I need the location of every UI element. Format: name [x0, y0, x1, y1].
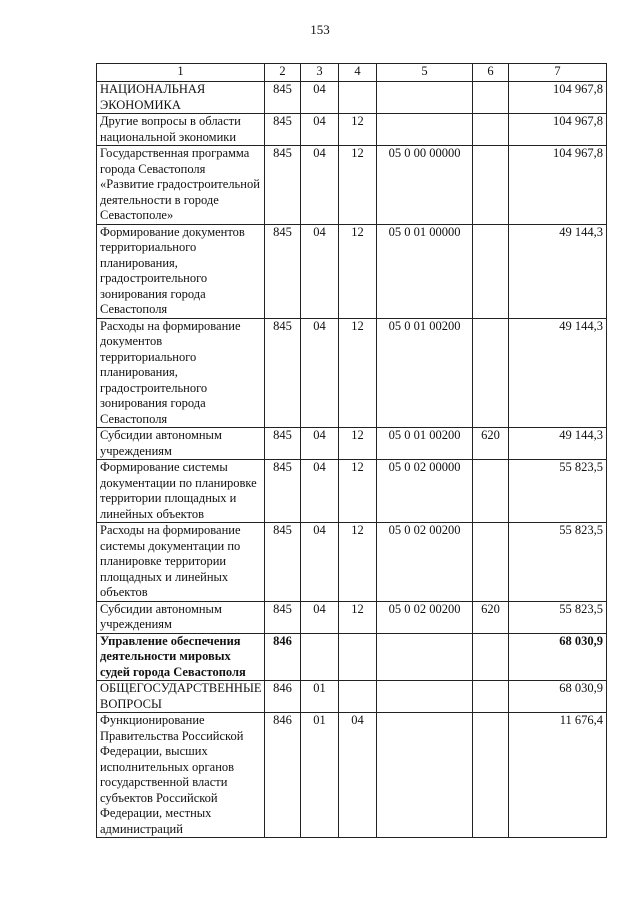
row-target-cell: 05 0 01 00200	[377, 428, 473, 460]
row-subsection-cell: 12	[339, 318, 377, 428]
row-target-cell	[377, 681, 473, 713]
row-subsection-cell	[339, 681, 377, 713]
row-amount-cell: 104 967,8	[509, 82, 607, 114]
row-section-cell: 04	[301, 224, 339, 318]
row-expense-type-cell	[473, 681, 509, 713]
table-row	[97, 633, 607, 681]
row-target-cell: 05 0 02 00000	[377, 460, 473, 523]
row-name-cell: Формирование системы документации по планировке территории площадных и линейных объектов	[97, 460, 265, 523]
table-row	[97, 460, 607, 523]
table-row	[97, 82, 607, 114]
row-code-cell: 846	[265, 681, 301, 713]
row-expense-type-cell: 620	[473, 601, 509, 633]
row-amount-cell: 55 823,5	[509, 601, 607, 633]
row-expense-type-cell	[473, 146, 509, 225]
row-expense-type-cell	[473, 460, 509, 523]
row-code-cell: 846	[265, 713, 301, 838]
row-code-cell: 845	[265, 146, 301, 225]
row-code-cell: 845	[265, 523, 301, 602]
row-amount-cell: 49 144,3	[509, 318, 607, 428]
row-section-cell: 04	[301, 114, 339, 146]
row-section-cell: 04	[301, 428, 339, 460]
row-name-cell: ОБЩЕГОСУДАРСТВЕННЫЕ ВОПРОСЫ	[97, 681, 265, 713]
row-section-cell	[301, 633, 339, 681]
row-target-cell	[377, 713, 473, 838]
row-target-cell	[377, 82, 473, 114]
table-body	[97, 64, 607, 838]
row-subsection-cell: 12	[339, 601, 377, 633]
header-cell: 6	[473, 64, 509, 82]
budget-table	[96, 63, 607, 838]
row-name-cell: Функционирование Правительства Российской Федерации, высших исполнительных органов государственной власти субъектов Российской Федерации, местных администраций	[97, 713, 265, 838]
row-amount-cell: 49 144,3	[509, 428, 607, 460]
row-target-cell: 05 0 01 00200	[377, 318, 473, 428]
row-section-cell: 04	[301, 523, 339, 602]
table-row	[97, 146, 607, 225]
row-name-cell: Управление обеспечения деятельности мировых судей города Севастополя	[97, 633, 265, 681]
row-amount-cell: 68 030,9	[509, 633, 607, 681]
row-subsection-cell: 12	[339, 114, 377, 146]
row-section-cell: 01	[301, 713, 339, 838]
row-section-cell: 04	[301, 460, 339, 523]
row-section-cell: 04	[301, 318, 339, 428]
row-subsection-cell: 12	[339, 428, 377, 460]
row-section-cell: 04	[301, 82, 339, 114]
row-name-cell: Субсидии автономным учреждениям	[97, 428, 265, 460]
table-row	[97, 428, 607, 460]
table-row	[97, 523, 607, 602]
row-amount-cell: 104 967,8	[509, 114, 607, 146]
row-name-cell: Субсидии автономным учреждениям	[97, 601, 265, 633]
row-code-cell: 845	[265, 460, 301, 523]
row-name-cell: Расходы на формирование документов территориального планирования, градостроительного зонирования города Севастополя	[97, 318, 265, 428]
row-amount-cell: 11 676,4	[509, 713, 607, 838]
row-target-cell: 05 0 02 00200	[377, 523, 473, 602]
page-number: 153	[310, 22, 330, 37]
row-code-cell: 846	[265, 633, 301, 681]
row-code-cell: 845	[265, 318, 301, 428]
row-subsection-cell	[339, 633, 377, 681]
header-cell: 1	[97, 64, 265, 82]
row-subsection-cell	[339, 82, 377, 114]
row-code-cell: 845	[265, 601, 301, 633]
row-target-cell: 05 0 01 00000	[377, 224, 473, 318]
header-cell: 7	[509, 64, 607, 82]
row-expense-type-cell	[473, 82, 509, 114]
row-code-cell: 845	[265, 224, 301, 318]
row-section-cell: 04	[301, 146, 339, 225]
header-cell: 3	[301, 64, 339, 82]
table-row	[97, 114, 607, 146]
row-subsection-cell: 04	[339, 713, 377, 838]
row-name-cell: Расходы на формирование системы документации по планировке территории площадных и линейных объектов	[97, 523, 265, 602]
row-name-cell: Другие вопросы в области национальной экономики	[97, 114, 265, 146]
row-code-cell: 845	[265, 428, 301, 460]
header-cell: 5	[377, 64, 473, 82]
row-amount-cell: 104 967,8	[509, 146, 607, 225]
row-code-cell: 845	[265, 114, 301, 146]
row-target-cell	[377, 633, 473, 681]
row-target-cell: 05 0 02 00200	[377, 601, 473, 633]
row-expense-type-cell: 620	[473, 428, 509, 460]
table-row	[97, 681, 607, 713]
row-amount-cell: 49 144,3	[509, 224, 607, 318]
row-target-cell	[377, 114, 473, 146]
row-subsection-cell: 12	[339, 523, 377, 602]
row-amount-cell: 55 823,5	[509, 523, 607, 602]
row-subsection-cell: 12	[339, 224, 377, 318]
table-row	[97, 318, 607, 428]
row-name-cell: НАЦИОНАЛЬНАЯ ЭКОНОМИКА	[97, 82, 265, 114]
row-subsection-cell: 12	[339, 146, 377, 225]
row-expense-type-cell	[473, 633, 509, 681]
header-row	[97, 64, 607, 82]
row-section-cell: 04	[301, 601, 339, 633]
row-section-cell: 01	[301, 681, 339, 713]
row-expense-type-cell	[473, 713, 509, 838]
header-cell: 2	[265, 64, 301, 82]
row-name-cell: Государственная программа города Севастополя «Развитие градостроительной деятельности в городе Севастополе»	[97, 146, 265, 225]
row-amount-cell: 68 030,9	[509, 681, 607, 713]
row-expense-type-cell	[473, 224, 509, 318]
row-target-cell: 05 0 00 00000	[377, 146, 473, 225]
table-row	[97, 601, 607, 633]
row-subsection-cell: 12	[339, 460, 377, 523]
table-row	[97, 713, 607, 838]
row-expense-type-cell	[473, 318, 509, 428]
row-code-cell: 845	[265, 82, 301, 114]
table-row	[97, 224, 607, 318]
row-name-cell: Формирование документов территориального планирования, градостроительного зонирования города Севастополя	[97, 224, 265, 318]
row-amount-cell: 55 823,5	[509, 460, 607, 523]
row-expense-type-cell	[473, 114, 509, 146]
row-expense-type-cell	[473, 523, 509, 602]
header-cell: 4	[339, 64, 377, 82]
